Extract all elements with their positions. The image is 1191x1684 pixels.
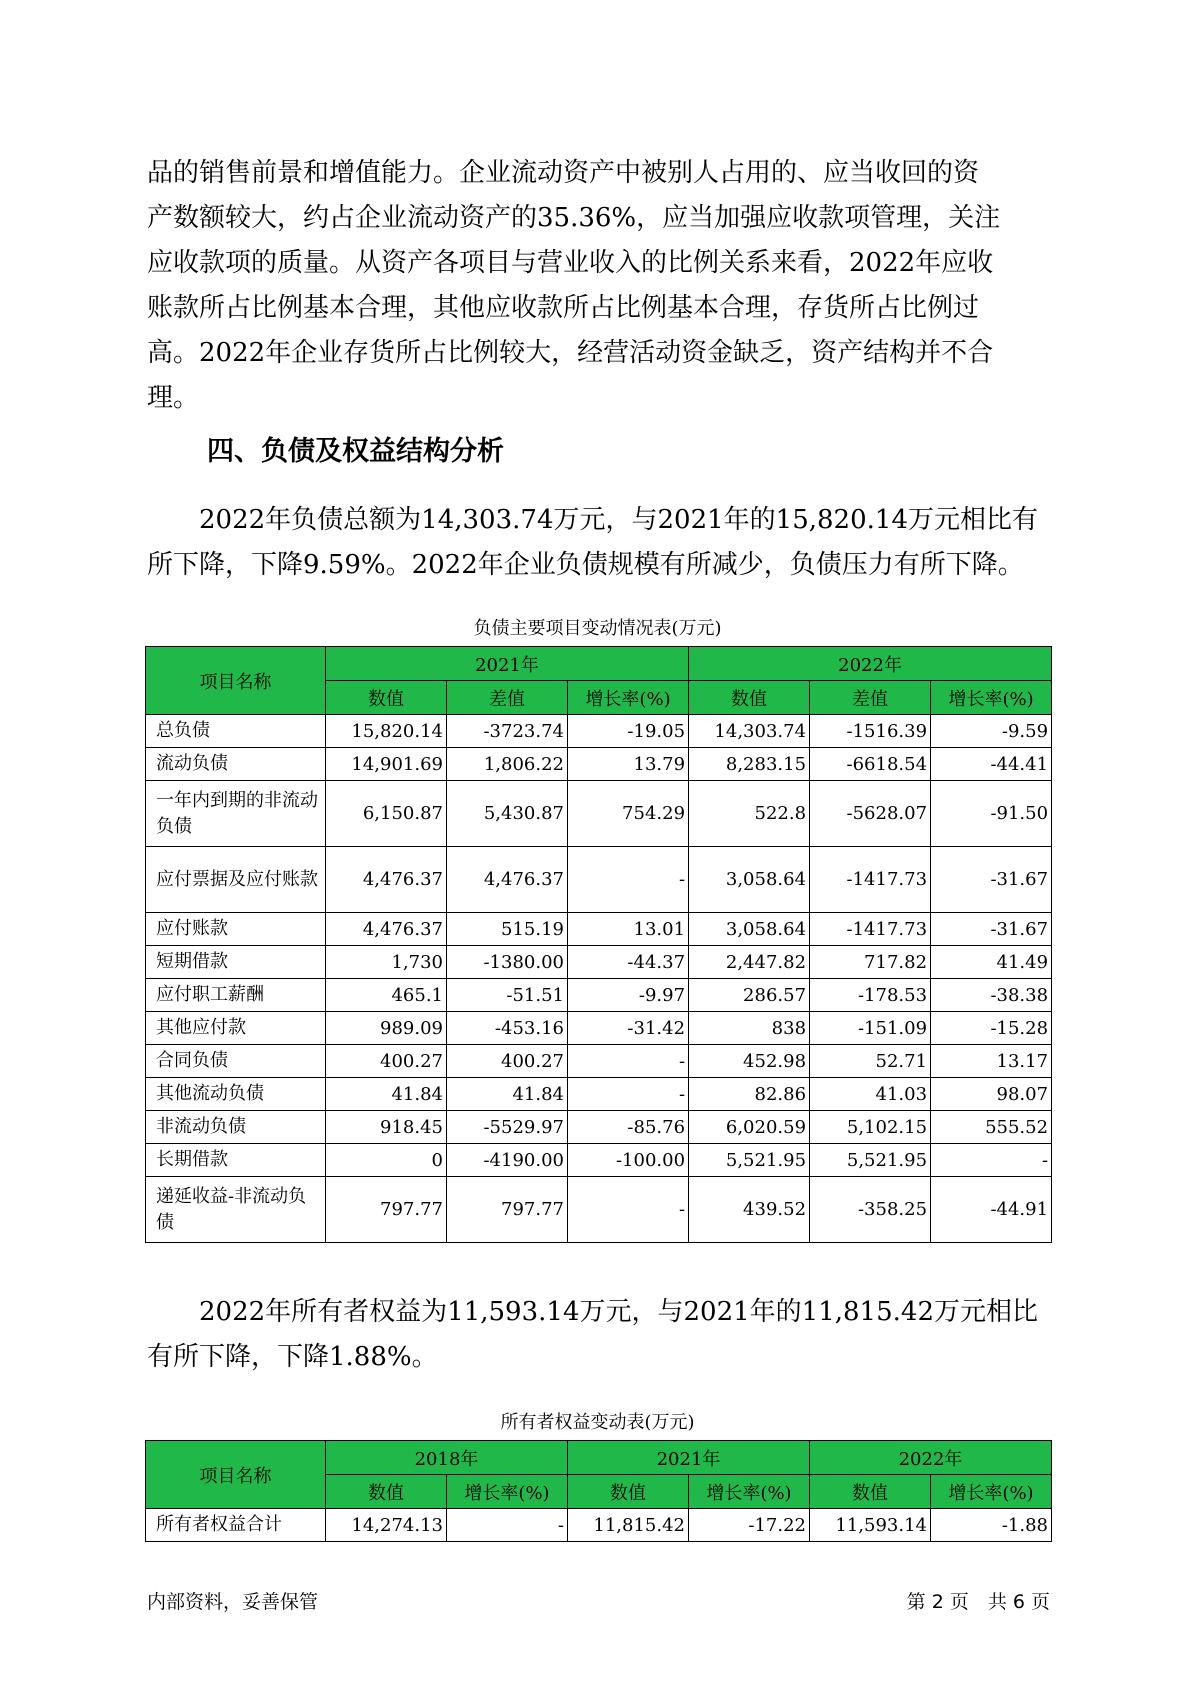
table-cell: 717.82 xyxy=(810,946,931,979)
table-cell: - xyxy=(447,1509,568,1542)
table-cell: 4,476.37 xyxy=(326,913,447,946)
table-cell: 838 xyxy=(689,1012,810,1045)
table-cell: 918.45 xyxy=(326,1111,447,1144)
table-caption-equity: 所有者权益变动表(万元) xyxy=(500,1412,695,1433)
subheader: 数值 xyxy=(326,1475,447,1509)
table-row xyxy=(146,1078,1052,1111)
table-cell: 11,593.14 xyxy=(810,1509,931,1542)
table-cell: -1417.73 xyxy=(810,847,931,913)
row-item-name: 所有者权益合计 xyxy=(146,1509,326,1542)
table-cell: 5,102.15 xyxy=(810,1111,931,1144)
row-item-name: 非流动负债 xyxy=(146,1111,326,1144)
table-cell: 4,476.37 xyxy=(326,847,447,913)
liabilities-table-body xyxy=(146,715,1052,1243)
table-cell: -178.53 xyxy=(810,979,931,1012)
table-cell: 5,430.87 xyxy=(447,781,568,847)
subheader: 增长率(%) xyxy=(568,681,689,715)
table-cell: -44.91 xyxy=(931,1177,1052,1243)
table-cell: 465.1 xyxy=(326,979,447,1012)
header-year: 2022年 xyxy=(689,647,1052,681)
table-cell: 522.8 xyxy=(689,781,810,847)
table-cell: - xyxy=(931,1144,1052,1177)
table-cell: -51.51 xyxy=(447,979,568,1012)
row-item-name: 流动负债 xyxy=(146,748,326,781)
table-cell: -5529.97 xyxy=(447,1111,568,1144)
table-row xyxy=(146,781,1052,847)
table-row xyxy=(146,1012,1052,1045)
table-cell: -15.28 xyxy=(931,1012,1052,1045)
table-cell: 4,476.37 xyxy=(447,847,568,913)
table-cell: -1.88 xyxy=(931,1509,1052,1542)
header-item-name: 项目名称 xyxy=(146,647,326,715)
table-cell: -1417.73 xyxy=(810,913,931,946)
table-cell: 13.01 xyxy=(568,913,689,946)
table-cell: 6,150.87 xyxy=(326,781,447,847)
table-cell: 3,058.64 xyxy=(689,847,810,913)
table-cell: 555.52 xyxy=(931,1111,1052,1144)
table-cell: 98.07 xyxy=(931,1078,1052,1111)
row-item-name: 长期借款 xyxy=(146,1144,326,1177)
table-cell: 13.79 xyxy=(568,748,689,781)
table-cell: - xyxy=(568,847,689,913)
table-cell: - xyxy=(568,1045,689,1078)
table-cell: 15,820.14 xyxy=(326,715,447,748)
table-cell: 11,815.42 xyxy=(568,1509,689,1542)
table-cell: 797.77 xyxy=(447,1177,568,1243)
table-cell: 1,806.22 xyxy=(447,748,568,781)
row-item-name: 应付账款 xyxy=(146,913,326,946)
row-item-name: 应付票据及应付账款 xyxy=(146,847,326,913)
table-cell: -91.50 xyxy=(931,781,1052,847)
liabilities-table xyxy=(145,646,1052,1243)
row-item-name: 其他应付款 xyxy=(146,1012,326,1045)
section-heading: 四、负债及权益结构分析 xyxy=(207,436,504,467)
table-cell: 6,020.59 xyxy=(689,1111,810,1144)
table-caption-liabilities: 负债主要项目变动情况表(万元) xyxy=(473,618,722,639)
table-row xyxy=(146,1045,1052,1078)
row-item-name: 递延收益-非流动负债 xyxy=(146,1177,326,1243)
table-cell: 13.17 xyxy=(931,1045,1052,1078)
table-cell: -5628.07 xyxy=(810,781,931,847)
table-cell: -19.05 xyxy=(568,715,689,748)
table-cell: -9.59 xyxy=(931,715,1052,748)
table-cell: -3723.74 xyxy=(447,715,568,748)
table-cell: 14,274.13 xyxy=(326,1509,447,1542)
table-cell: -6618.54 xyxy=(810,748,931,781)
paragraph-asset-analysis: 品的销售前景和增值能力。企业流动资产中被别人占用的、应当收回的资 产数额较大，约占企业流动资产的35.36%，应当加强应收款项管理，关注 应收款项的质量。从资产各项目与营业收入的比例关系来看，2022年应收 账款所占比例基本合理，其他应收款所占比例基本合理，存货所占比例过 高。2022年企业存货所占比例较大，经营活动资金缺乏，资产结构并不合 理。 xyxy=(147,158,1001,413)
paragraph-liability-summary: 2022年负债总额为14,303.74万元，与2021年的15,820.14万元相比有 所下降，下降9.59%。2022年企业负债规模有所减少，负债压力有所下降。 xyxy=(147,505,1038,580)
table-cell: 41.84 xyxy=(447,1078,568,1111)
table-cell: 0 xyxy=(326,1144,447,1177)
table-cell: 286.57 xyxy=(689,979,810,1012)
table-row xyxy=(146,1177,1052,1243)
header-year: 2021年 xyxy=(326,647,689,681)
subheader: 数值 xyxy=(689,681,810,715)
table-cell: 41.03 xyxy=(810,1078,931,1111)
table-cell: 8,283.15 xyxy=(689,748,810,781)
row-item-name: 其他流动负债 xyxy=(146,1078,326,1111)
subheader: 增长率(%) xyxy=(931,681,1052,715)
table-cell: 1,730 xyxy=(326,946,447,979)
table-row xyxy=(146,1509,1052,1542)
table-row xyxy=(146,913,1052,946)
footer-page-number: 第 2 页 共 6 页 xyxy=(906,1591,1050,1613)
subheader: 增长率(%) xyxy=(931,1475,1052,1509)
row-item-name: 合同负债 xyxy=(146,1045,326,1078)
table-cell: -31.67 xyxy=(931,847,1052,913)
table-row xyxy=(146,979,1052,1012)
row-item-name: 短期借款 xyxy=(146,946,326,979)
subheader: 差值 xyxy=(447,681,568,715)
table-cell: -151.09 xyxy=(810,1012,931,1045)
table-cell: -9.97 xyxy=(568,979,689,1012)
subheader: 数值 xyxy=(568,1475,689,1509)
header-year: 2018年 xyxy=(326,1441,568,1475)
header-year: 2021年 xyxy=(568,1441,810,1475)
subheader: 差值 xyxy=(810,681,931,715)
table-cell: 439.52 xyxy=(689,1177,810,1243)
table-row xyxy=(146,715,1052,748)
table-row xyxy=(146,847,1052,913)
table-cell: -358.25 xyxy=(810,1177,931,1243)
table-row xyxy=(146,946,1052,979)
table-cell: 41.49 xyxy=(931,946,1052,979)
table-cell: -31.42 xyxy=(568,1012,689,1045)
table-cell: 452.98 xyxy=(689,1045,810,1078)
equity-table-body xyxy=(146,1509,1052,1542)
subheader: 增长率(%) xyxy=(447,1475,568,1509)
table-cell: -4190.00 xyxy=(447,1144,568,1177)
table-cell: 14,901.69 xyxy=(326,748,447,781)
table-cell: -38.38 xyxy=(931,979,1052,1012)
table-cell: 41.84 xyxy=(326,1078,447,1111)
table-cell: -100.00 xyxy=(568,1144,689,1177)
table-cell: 400.27 xyxy=(447,1045,568,1078)
table-cell: 14,303.74 xyxy=(689,715,810,748)
table-row xyxy=(146,1111,1052,1144)
table-cell: 5,521.95 xyxy=(810,1144,931,1177)
subheader: 数值 xyxy=(326,681,447,715)
footer-confidential-note: 内部资料，妥善保管 xyxy=(147,1591,319,1613)
table-cell: 797.77 xyxy=(326,1177,447,1243)
table-cell: 989.09 xyxy=(326,1012,447,1045)
row-item-name: 一年内到期的非流动负债 xyxy=(146,781,326,847)
table-cell: 3,058.64 xyxy=(689,913,810,946)
row-item-name: 总负债 xyxy=(146,715,326,748)
paragraph-equity-summary: 2022年所有者权益为11,593.14万元，与2021年的11,815.42万元相比 有所下降，下降1.88%。 xyxy=(147,1297,1038,1372)
table-cell: -1516.39 xyxy=(810,715,931,748)
table-cell: 5,521.95 xyxy=(689,1144,810,1177)
table-cell: -17.22 xyxy=(689,1509,810,1542)
table-cell: -1380.00 xyxy=(447,946,568,979)
table-cell: -453.16 xyxy=(447,1012,568,1045)
table-cell: - xyxy=(568,1078,689,1111)
subheader: 增长率(%) xyxy=(689,1475,810,1509)
equity-table xyxy=(145,1440,1052,1542)
table-cell: 754.29 xyxy=(568,781,689,847)
header-year: 2022年 xyxy=(810,1441,1052,1475)
table-cell: 2,447.82 xyxy=(689,946,810,979)
table-cell: 515.19 xyxy=(447,913,568,946)
table-cell: -44.37 xyxy=(568,946,689,979)
table-cell: 52.71 xyxy=(810,1045,931,1078)
table-cell: -31.67 xyxy=(931,913,1052,946)
row-item-name: 应付职工薪酬 xyxy=(146,979,326,1012)
table-row xyxy=(146,748,1052,781)
header-item-name: 项目名称 xyxy=(146,1441,326,1509)
table-row xyxy=(146,1144,1052,1177)
table-cell: -44.41 xyxy=(931,748,1052,781)
table-cell: 82.86 xyxy=(689,1078,810,1111)
table-cell: -85.76 xyxy=(568,1111,689,1144)
table-cell: 400.27 xyxy=(326,1045,447,1078)
subheader: 数值 xyxy=(810,1475,931,1509)
table-cell: - xyxy=(568,1177,689,1243)
